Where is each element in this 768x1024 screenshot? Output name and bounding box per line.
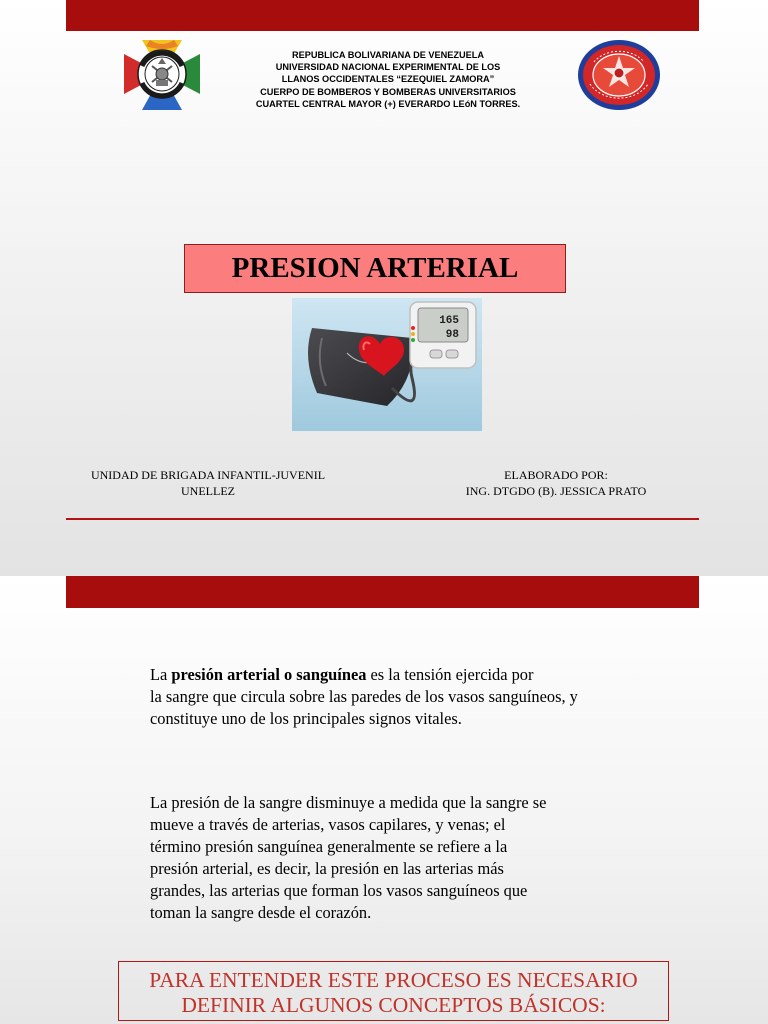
institution-line: REPUBLICA BOLIVARIANA DE VENEZUELA bbox=[291, 50, 485, 60]
institution-line: CUERPO DE BOMBEROS Y BOMBERAS UNIVERSITARIOS bbox=[260, 86, 516, 97]
concepts-callout-box bbox=[118, 961, 669, 1021]
explanation-line: mueve a través de arterias, vasos capilares, y venas; el bbox=[150, 815, 506, 834]
monitor-diastolic-reading: 98 bbox=[445, 329, 459, 341]
institution-line: LLANOS OCCIDENTALES “EZEQUIEL ZAMORA” bbox=[281, 74, 495, 85]
monitor-systolic-reading: 165 bbox=[439, 315, 459, 327]
explanation-paragraph bbox=[150, 792, 546, 924]
institution-line: CUARTEL CENTRAL MAYOR (+) EVERARDO LEóN TORRES. bbox=[255, 98, 521, 109]
slide-divider bbox=[66, 518, 699, 520]
definition-term: presión arterial o sanguínea bbox=[171, 665, 367, 684]
unit-university: UNELLEZ bbox=[181, 484, 235, 498]
definition-prefix: La bbox=[150, 665, 172, 684]
slide-definition bbox=[0, 576, 768, 1024]
explanation-line: La presión de la sangre disminuye a medida que la sangre se bbox=[150, 793, 547, 812]
bomberos-universitarios-logo-icon bbox=[120, 36, 204, 112]
blood-pressure-monitor-photo-icon bbox=[292, 298, 482, 431]
definition-paragraph bbox=[150, 664, 578, 730]
presentation-title: PRESION ARTERIAL bbox=[231, 252, 519, 284]
explanation-line: presión arterial, es decir, la presión en las arterias más bbox=[150, 859, 504, 878]
explanation-line: término presión sanguínea generalmente se refiere a la bbox=[150, 837, 508, 856]
concepts-callout-line: DEFINIR ALGUNOS CONCEPTOS BÁSICOS: bbox=[181, 993, 606, 1017]
unit-name: UNIDAD DE BRIGADA INFANTIL-JUVENIL bbox=[90, 468, 326, 482]
definition-line: constituye uno de los principales signos vitales. bbox=[150, 709, 462, 728]
explanation-line: grandes, las arterias que forman los vasos sanguíneos que bbox=[150, 881, 528, 900]
slide-header-bar bbox=[66, 0, 699, 31]
explanation-line: toman la sangre desde el corazón. bbox=[150, 903, 372, 922]
definition-suffix: es la tensión ejercida por bbox=[366, 665, 534, 684]
author-credit bbox=[420, 467, 692, 499]
definition-first-line bbox=[150, 664, 578, 686]
unit-credit bbox=[70, 467, 346, 499]
definition-line: la sangre que circula sobre las paredes de los vasos sanguíneos, y bbox=[150, 687, 578, 706]
institution-header bbox=[220, 49, 556, 110]
institution-line: UNIVERSIDAD NACIONAL EXPERIMENTAL DE LOS bbox=[275, 62, 501, 73]
author-label: ELABORADO POR: bbox=[504, 468, 608, 482]
slide-header-bar bbox=[66, 576, 699, 608]
author-name: ING. DTGDO (B). JESSICA PRATO bbox=[465, 484, 647, 498]
brigada-infantil-juvenil-seal-icon bbox=[576, 38, 662, 112]
concepts-callout-line: PARA ENTENDER ESTE PROCESO ES NECESARIO bbox=[149, 968, 638, 992]
presentation-title-box bbox=[184, 244, 566, 293]
